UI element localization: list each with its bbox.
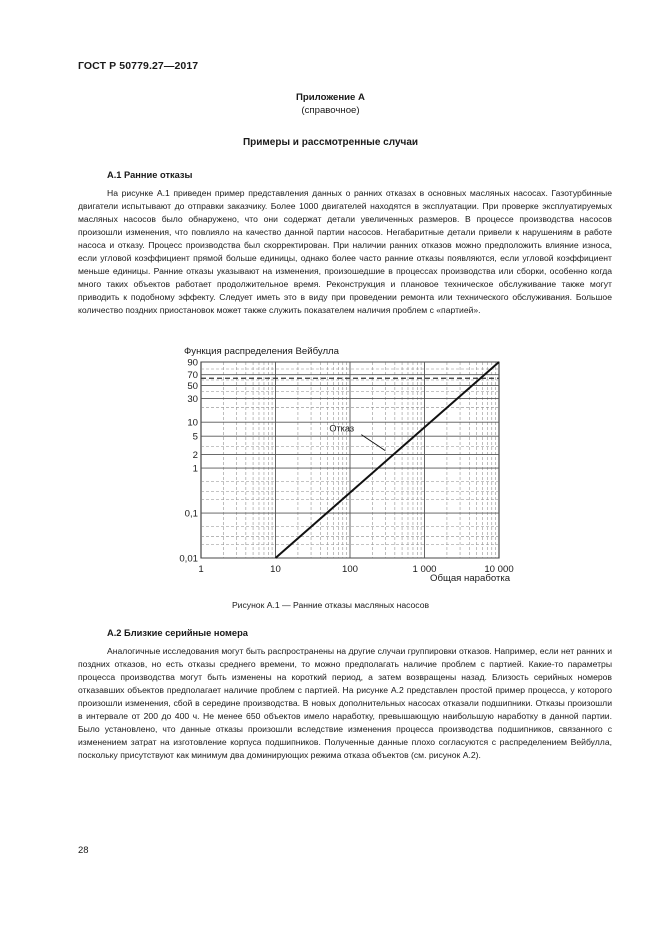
x-tick-label: 10 000 xyxy=(484,564,514,575)
y-tick-label: 5 xyxy=(192,431,198,443)
y-tick-labels xyxy=(179,358,198,565)
x-axis-label: Общая наработка xyxy=(430,573,511,584)
y-tick-label: 10 xyxy=(187,417,198,429)
page-number: 28 xyxy=(78,845,89,856)
section-a1-title: А.1 Ранние отказы xyxy=(107,170,193,180)
y-tick-label: 70 xyxy=(187,370,198,382)
y-tick-label: 0,1 xyxy=(184,508,198,520)
x-tick-label: 1 xyxy=(198,564,204,575)
appendix-subtitle: (справочное) xyxy=(301,105,360,116)
chart-title: Функция распределения Вейбулла xyxy=(184,346,339,357)
x-tick-label: 10 xyxy=(270,564,281,575)
appendix-title: Приложение А xyxy=(296,92,365,103)
y-tick-label: 2 xyxy=(192,449,198,461)
section-a1-paragraph: На рисунке А.1 приведен пример представления данных о ранних отказах в основных масляных насосах. Газотурбинные двигатели испытывают до отправки заказчику. Более 1000 двигателей находятся в эксплуатации. При проверке эксплуатируемых масляных насосов было обнаружено, что они содержат детали увеличенных размеров. В процессе производства насосов произошли изменения, что повлияло на качество данной партии насосов. Негабаритные детали привели к нарушениям в работе насоса и отказу. Процесс производства был скорректирован. При наличии ранних отказов можно предположить влияние износа, если угловой коэффициент прямой больше единицы, однако более часто ранние отказы появляются, если угловой коэффициент меньше единицы. Ранние отказы указывают на изменения, произошедшие в процессах производства или сборки, особенно когда много таких объектов работает продолжительное время. Реконструкция и плановое техническое обслуживание также могут приводить к подобному эффекту. Следует иметь это в виду при проведении ремонта или технического обслуживания. Большое количество поздних приостановок может также служить показателем наличия проблем с «партией». xyxy=(78,188,612,315)
y-tick-label: 50 xyxy=(187,380,198,392)
y-tick-label: 0,01 xyxy=(179,553,198,565)
figure-caption: Рисунок А.1 — Ранние отказы масляных насосов xyxy=(231,600,430,610)
appendix-heading: Примеры и рассмотренные случаи xyxy=(242,137,419,148)
annotation-label: Отказ xyxy=(329,423,355,434)
x-tick-label: 100 xyxy=(341,564,359,575)
x-tick-label: 1 000 xyxy=(412,564,437,575)
y-tick-label: 1 xyxy=(192,463,198,475)
annotation-leader xyxy=(361,435,385,451)
section-a2-paragraph: Аналогичные исследования могут быть распространены на другие случаи группировки отказов. Например, если нет ранних и поздних отказов, но есть отказы среднего времени, то можно предполагать наличие проблем с партией. Какие-то параметры процесса производства могут быть изменены на короткий период, а затем возвращены назад. Близость серийных номеров отказавших объектов предполагает наличие проблем с партией. На рисунке А.2 представлен простой пример процесса, у которого произошли изменения, сбой в середине производства. В новых дополнительных насосах отказали подшипники. Отказы произошли в интервале от 200 до 400 ч. Не менее 650 объектов имело наработку, превышающую наибольшую наработку в данной партии. Было установлено, что данные отказы произошли вследствие изменения процесса производства подшипников, связанного с изменением затрат на изготовление корпуса подшипников. Полученные данные плохо согласуются с распределением Вейбулла, поскольку присутствуют как минимум два доминирующих режима отказа объектов (см. рисунок А.2). xyxy=(78,646,612,760)
y-tick-label: 90 xyxy=(187,357,198,369)
x-gridlines xyxy=(223,362,495,558)
section-a2-title: А.2 Близкие серийные номера xyxy=(107,628,248,638)
document-code: ГОСТ Р 50779.27—2017 xyxy=(78,60,199,72)
y-tick-label: 30 xyxy=(187,393,198,405)
